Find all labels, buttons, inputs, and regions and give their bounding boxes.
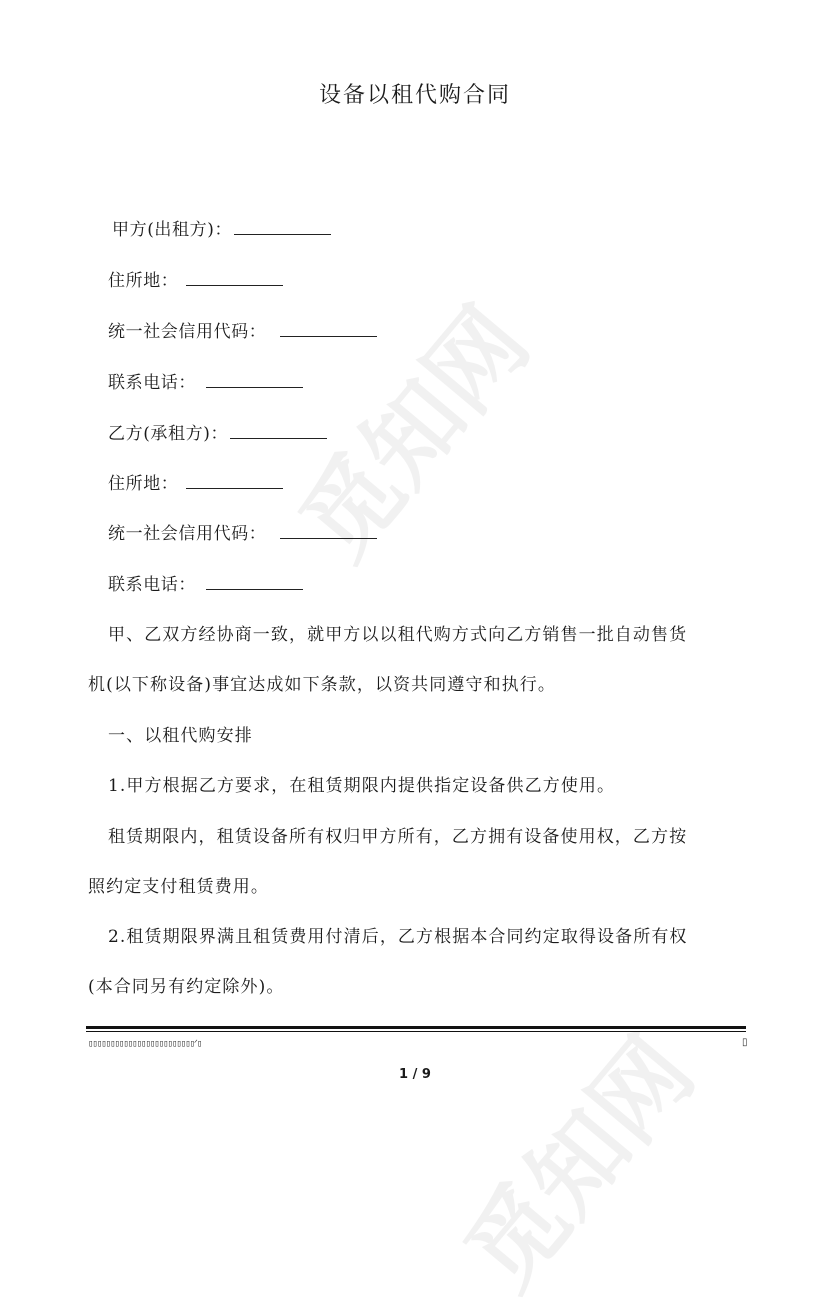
party-a-address-line <box>108 266 283 291</box>
paragraph-line: 照约定支付租赁费用。 <box>88 877 269 897</box>
party-b-line <box>108 419 327 444</box>
page-number: 1 / 9 <box>399 1067 431 1082</box>
party-b-credit-line <box>108 519 377 544</box>
party-a-credit-label: 统一社会信用代码： <box>108 322 267 342</box>
paragraph-line: 甲、乙双方经协商一致，就甲方以以租代购方式向乙方销售一批自动售货 <box>108 625 688 645</box>
party-b-phone-label: 联系电话： <box>108 575 196 595</box>
party-a-phone-blank[interactable] <box>206 386 303 388</box>
party-b-blank[interactable] <box>230 437 327 439</box>
watermark-lower: 觅知网 <box>444 1017 716 1310</box>
watermark-upper: 觅知网 <box>279 287 551 580</box>
footer-right-text: ▯ <box>742 1037 748 1048</box>
paragraph-line: (本合同另有约定除外)。 <box>88 977 285 997</box>
footer-rule-thin <box>86 1031 746 1032</box>
party-a-phone-line <box>108 368 303 393</box>
paragraph-line: 2.租赁期限界满且租赁费用付清后，乙方根据本合同约定取得设备所有权 <box>108 927 688 947</box>
party-b-credit-blank[interactable] <box>280 537 377 539</box>
party-a-credit-blank[interactable] <box>280 335 377 337</box>
paragraph-line: 租赁期限内，租赁设备所有权归甲方所有，乙方拥有设备使用权，乙方按 <box>108 827 688 847</box>
party-b-address-label: 住所地： <box>108 474 179 494</box>
party-b-label: 乙方(承租方)： <box>108 424 229 444</box>
party-b-address-blank[interactable] <box>186 487 283 489</box>
party-b-phone-blank[interactable] <box>206 588 303 590</box>
paragraph-line: 机(以下称设备)事宜达成如下条款，以资共同遵守和执行。 <box>88 675 556 695</box>
party-a-line <box>112 215 331 240</box>
party-b-phone-line <box>108 570 303 595</box>
section-heading: 一、以租代购安排 <box>108 726 253 746</box>
paragraph-line: 1.甲方根据乙方要求，在租赁期限内提供指定设备供乙方使用。 <box>108 776 616 796</box>
document-title: 设备以租代购合同 <box>318 83 511 108</box>
party-b-credit-label: 统一社会信用代码： <box>108 524 267 544</box>
party-a-phone-label: 联系电话： <box>108 373 196 393</box>
party-a-address-blank[interactable] <box>186 284 283 286</box>
party-a-address-label: 住所地： <box>108 271 179 291</box>
footer-rule-thick <box>86 1026 746 1029</box>
party-a-credit-line <box>108 317 377 342</box>
footer-left-text: ▯▯▯▯▯▯▯▯▯▯▯▯▯▯▯▯▯▯▯▯▯▯▯▯ᐟ▯ <box>88 1039 202 1049</box>
party-b-address-line <box>108 469 283 494</box>
party-a-label: 甲方(出租方)： <box>112 220 233 240</box>
party-a-blank[interactable] <box>234 233 331 235</box>
